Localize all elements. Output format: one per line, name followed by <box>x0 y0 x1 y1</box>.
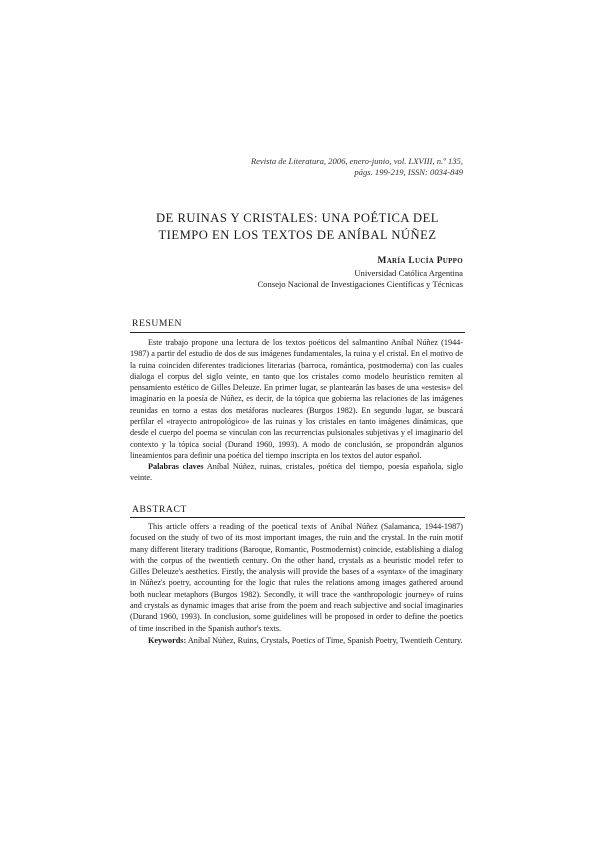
abstract-heading: ABSTRACT <box>132 504 187 515</box>
author-affiliation-2: Consejo Nacional de Investigaciones Científicas y Técnicas <box>257 279 463 289</box>
author-affiliation-1: Universidad Católica Argentina <box>354 267 463 278</box>
resumen-rule <box>130 332 465 333</box>
author-block <box>143 256 463 291</box>
article-title-line-2: TIEMPO EN LOS TEXTOS DE ANÍBAL NÚÑEZ <box>158 228 437 242</box>
resumen-body: Este trabajo propone una lectura de los textos poéticos del salmantino Aníbal Núñez (1944-1987) a partir del estudio de dos de sus imágenes fundamentales, la ruina y el cristal. En el motivo de la ruina coinciden diferentes tradiciones literarias (barroca, romántica, postmoderna) con las cuales dialoga el corpus del siglo veinte, en tanto que los cristales como modelo heurístico remiten al pensamiento estético de Gilles Deleuze. En primer lugar, se plantearán las bases de una «estesis» del imaginario en la poesía de Núñez, es decir, de la tópica que gobierna las relaciones de las imágenes reunidas en torno a estas dos metáforas nucleares (Burgos 1982). En segundo lugar, se buscará perfilar el «trayecto antropológico» de las ruinas y los cristales en tanto imágenes dinámicas, que desde el cuerpo del poema se vinculan con las recurrencias pulsionales subjetivas y el imaginario del contexto y la tópica social (Durand 1960, 1993). A modo de conclusión, se propondrán algunos lineamientos para definir una poética del tiempo inscripta en los textos del autor español. <box>130 338 463 460</box>
abstract-keywords-label: Keywords: <box>148 636 187 645</box>
article-title <box>130 210 465 244</box>
resumen-heading: RESUMEN <box>132 318 183 329</box>
abstract-keywords <box>130 635 463 646</box>
article-title-line-1: DE RUINAS Y CRISTALES: UNA POÉTICA DEL <box>156 211 439 225</box>
journal-citation-line-1: Revista de Literatura, 2006, enero-junio, vol. LXVIII, n.º 135, <box>250 156 463 166</box>
abstract-body: This article offers a reading of the poetical texts of Aníbal Núñez (Salamanca, 1944-1987) focused on the study of two of its most important images, the ruin and the crystal. In the ruin motif many different literary traditions (Baroque, Romantic, Postmodernist) coincide, establishing a dialog with the corpus of the twentieth century. On the other hand, crystals as a heuristic model refer to Gilles Deleuze's aesthetics. Firstly, the analysis will provide the bases of a «syntax» of the imaginary in Núñez's poetry, accounting for the logic that rules the relations among images gathered around both nuclear metaphors (Burgos 1982). Secondly, it will trace the «anthropologic journey» of ruins and crystals as dynamic images that arise from the poem and reach subjective and social imaginaries (Durand 1960, 1993). In conclusion, some guidelines will be proposed in order to define the poetics of time inscribed in the Spanish author's texts. <box>130 522 463 633</box>
abstract-rule <box>130 517 465 518</box>
journal-citation-line-2: págs. 199-219, ISSN: 0034-849 <box>354 167 463 177</box>
resumen-keywords-label: Palabras claves <box>148 462 204 471</box>
resumen-keywords-text: Aníbal Núñez, ruinas, cristales, poética del tiempo, poesía española, siglo veinte. <box>130 462 463 483</box>
journal-citation <box>143 156 463 178</box>
resumen-keywords <box>130 461 463 484</box>
abstract-keywords-text: Aníbal Núñez, Ruins, Crystals, Poetics of Time, Spanish Poetry, Twentieth Century. <box>187 636 463 645</box>
author-name: María Lucía Puppo <box>377 256 463 266</box>
